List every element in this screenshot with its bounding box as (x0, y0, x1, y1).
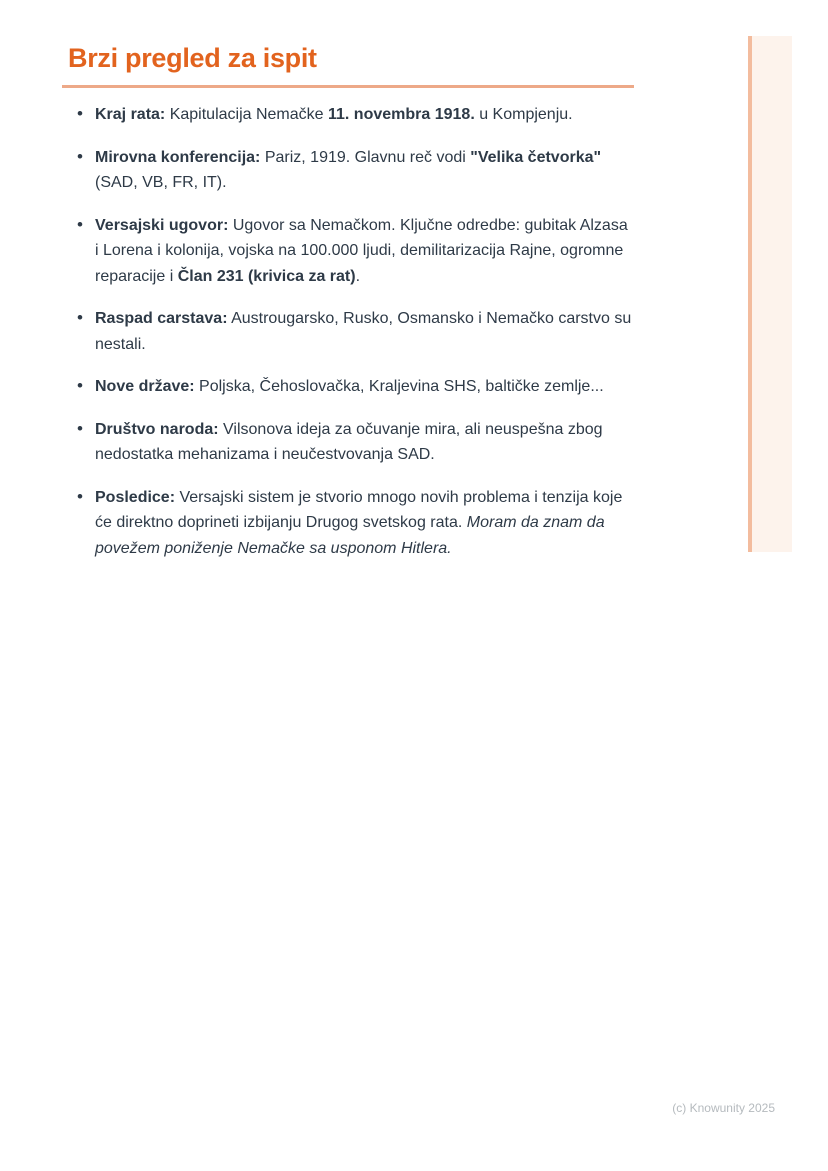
note-text: Austrougarsko, Rusko, Osmansko i Nemačko carstvo su nestali. (95, 310, 632, 353)
note-emphasis: 11. novembra 1918. (328, 106, 475, 123)
note-reminder: Moram da znam da povežem poniženje Nemačke sa usponom Hitlera. (95, 514, 605, 557)
note-term: Posledice: (95, 488, 176, 506)
note-term: Versajski ugovor: (95, 216, 229, 234)
list-item (68, 102, 634, 128)
note-text: Poljska, Čehoslovačka, Kraljevina SHS, baltičke zemlje... (194, 378, 604, 395)
right-accent-stripe (748, 36, 792, 552)
note-text: Ugovor sa Nemačkom. Ključne odredbe: gubitak Alzasa i Lorena i kolonija, vojska na 100.000 ljudi, demilitarizacija Rajne, ogromne reparacije i (95, 216, 628, 285)
title-divider (62, 85, 634, 88)
notes-list (68, 102, 634, 561)
note-emphasis: Član 231 (krivica za rat) (177, 267, 356, 285)
note-term: Mirovna konferencija: (95, 148, 261, 166)
list-item (68, 485, 634, 562)
note-term: Kraj rata: (95, 106, 166, 123)
note-term: Društvo naroda: (95, 420, 219, 438)
note-term: Raspad carstava: (95, 310, 228, 327)
list-item (68, 306, 634, 357)
list-item (68, 374, 634, 400)
notes-content (62, 42, 634, 578)
list-item (68, 213, 634, 290)
note-emphasis: "Velika četvorka" (470, 148, 602, 166)
copyright-footer: (c) Knowunity 2025 (672, 1101, 775, 1115)
note-text: Kapitulacija Nemačke (165, 106, 328, 123)
note-text: Versajski sistem je stvorio mnogo novih problema i tenzija koje će direktno doprineti izbijanju Drugog svetskog rata. (95, 488, 623, 531)
note-text: . (355, 267, 361, 285)
list-item (68, 145, 634, 196)
note-text: u Kompjenju. (474, 106, 573, 123)
page-title: Brzi pregled za ispit (68, 43, 317, 73)
note-text: Pariz, 1919. Glavnu reč vodi (260, 148, 471, 166)
note-term: Nove države: (95, 378, 195, 395)
list-item (68, 417, 634, 468)
note-text: Vilsonova ideja za očuvanje mira, ali neuspešna zbog nedostatka mehanizama i neučestvovanja SAD. (95, 420, 603, 463)
note-text: (SAD, VB, FR, IT). (95, 174, 227, 191)
